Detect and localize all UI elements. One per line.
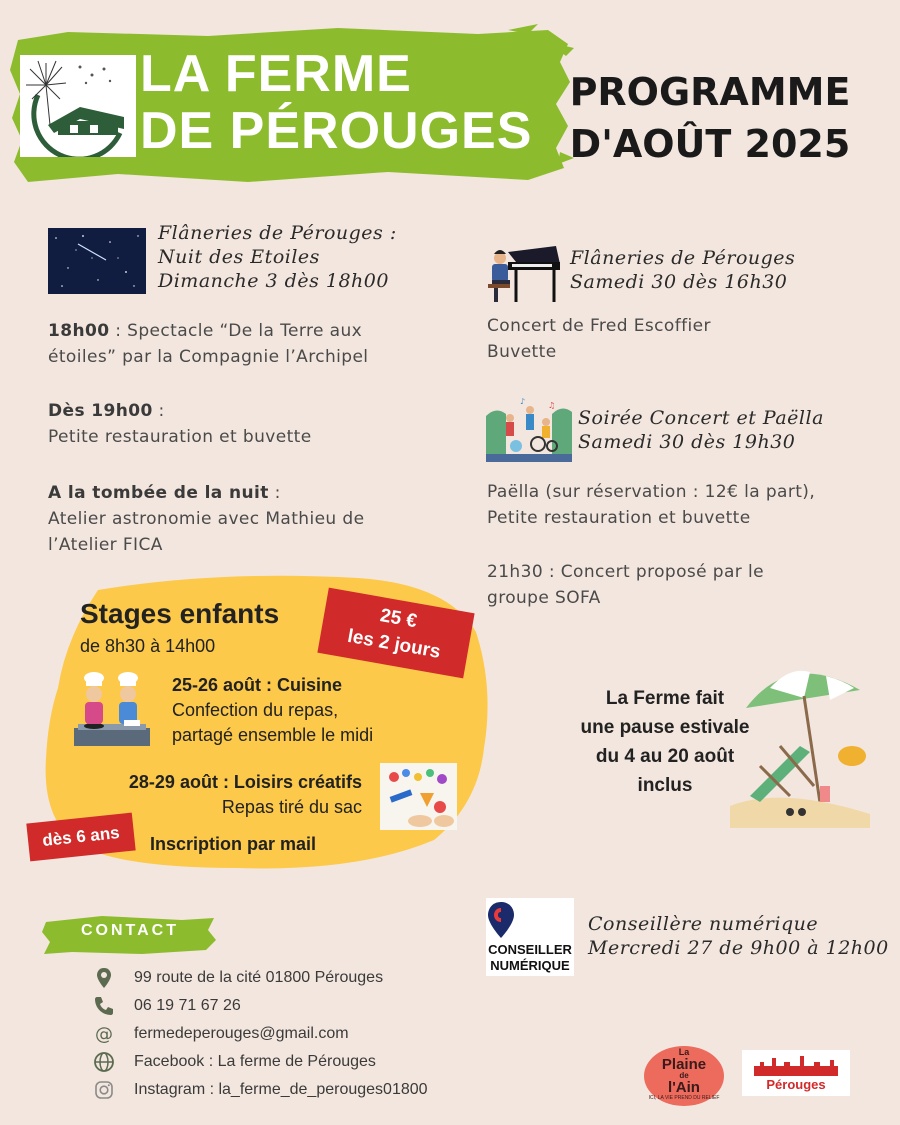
- astronomie-text-b: l’Atelier FICA: [48, 535, 163, 555]
- cuisine-title: 25-26 août : Cuisine: [172, 675, 343, 695]
- globe-icon: [92, 1050, 116, 1074]
- loisirs-line: Repas tiré du sac: [221, 797, 362, 817]
- right-event2-line-3: 21h30 : Concert proposé par le: [487, 562, 764, 582]
- right-event2-concert: [487, 559, 897, 611]
- beach-umbrella-illustration: [730, 656, 870, 828]
- right-event2-title-line-2: Samedi 30 dès 19h30: [578, 431, 796, 453]
- right-event2-title-line-1: Soirée Concert et Paëlla: [578, 407, 824, 429]
- conseiller-title-line-2: Mercredi 27 de 9h00 à 12h00: [588, 937, 889, 959]
- stages-title: Stages enfants: [80, 598, 280, 629]
- conseiller-logo-line-1: CONSEILLER: [488, 942, 572, 957]
- stage-loisirs: [102, 770, 362, 820]
- left-event-astronomie: [48, 480, 468, 558]
- right-event1-line-2: Buvette: [487, 342, 557, 362]
- left-event-spectacle: [48, 318, 468, 370]
- cuisine-line-2: partagé ensemble le midi: [172, 725, 374, 745]
- astronomie-text-a: Atelier astronomie avec Mathieu de: [48, 509, 365, 529]
- contact-label: CONTACT: [80, 922, 180, 939]
- kids-cooking-illustration: [72, 670, 152, 750]
- perouges-town-icon: [754, 1054, 838, 1076]
- right-event2-line-4: groupe SOFA: [487, 588, 601, 608]
- right-event2-title: [578, 406, 824, 454]
- contact-email[interactable]: fermedeperouges@gmail.com: [134, 1025, 349, 1042]
- conseiller-title: [588, 912, 889, 960]
- pause-line-2: une pause estivale: [580, 717, 750, 738]
- plaine-line-4: l'Ain: [668, 1079, 700, 1096]
- spectacle-time: 18h00: [48, 321, 110, 341]
- conseiller-logo-line-2: NUMÉRIQUE: [490, 958, 570, 973]
- plaine-de-lain-logo: [644, 1046, 724, 1106]
- left-event-title-line-1: Flâneries de Pérouges :: [158, 222, 397, 244]
- pause-line-3: du 4 au 20 août: [595, 746, 735, 767]
- restauration-sep: :: [152, 401, 165, 421]
- svg-text:♪: ♪: [520, 397, 526, 406]
- restauration-text: Petite restauration et buvette: [48, 427, 312, 447]
- contact-list: [0, 964, 520, 1114]
- restauration-time: Dès 19h00: [48, 401, 153, 421]
- left-event-title: [158, 221, 397, 293]
- farm-logo: [20, 55, 136, 157]
- band-concert-illustration: [486, 396, 572, 466]
- svg-text:♫: ♫: [548, 401, 556, 410]
- starry-sky-image: [48, 228, 146, 294]
- inscription-label: Inscription par mail: [150, 834, 317, 854]
- price-amount: 25 €: [378, 605, 419, 633]
- dandelion-farm-icon: [20, 55, 136, 157]
- spectacle-text-b: étoiles” par la Compagnie l’Archipel: [48, 347, 369, 367]
- contact-instagram[interactable]: Instagram : la_ferme_de_perouges01800: [134, 1081, 428, 1098]
- brand-title: [140, 46, 532, 160]
- left-event-title-line-3: Dimanche 3 dès 18h00: [158, 270, 389, 292]
- instagram-icon: [92, 1078, 116, 1102]
- brand-line-1: LA FERME: [140, 45, 412, 103]
- plaine-tagline: ICI, LA VIE PREND DU RELIEF: [648, 1095, 720, 1101]
- conseiller-title-line-1: Conseillère numérique: [588, 913, 819, 935]
- right-event2-line-2: Petite restauration et buvette: [487, 508, 751, 528]
- contact-phone[interactable]: 06 19 71 67 26: [134, 997, 241, 1014]
- pause-line-4: inclus: [637, 775, 693, 796]
- right-event1-line-1: Concert de Fred Escoffier: [487, 316, 711, 336]
- craft-supplies-image: [380, 763, 457, 830]
- contact-address[interactable]: 99 route de la cité 01800 Pérouges: [134, 969, 384, 986]
- brand-line-2: DE PÉROUGES: [140, 102, 533, 160]
- left-event-restauration: [48, 398, 468, 450]
- at-icon: [92, 1022, 116, 1046]
- plaine-line-1: La: [678, 1047, 690, 1057]
- price-duration: les 2 jours: [345, 625, 443, 663]
- plaine-line-2: Plaine: [661, 1056, 707, 1073]
- loisirs-title: 28-29 août : Loisirs créatifs: [128, 772, 362, 792]
- pause-line-1: La Ferme fait: [605, 688, 725, 709]
- contact-facebook[interactable]: Facebook : La ferme de Pérouges: [134, 1053, 376, 1070]
- right-event1-details: [487, 313, 887, 365]
- programme-line-2: D'AOÛT 2025: [569, 122, 851, 166]
- age-label: dès 6 ans: [26, 813, 135, 862]
- phone-icon: [92, 994, 116, 1018]
- right-event1-title-line-2: Samedi 30 dès 16h30: [570, 271, 788, 293]
- perouges-logo-text: Pérouges: [766, 1077, 826, 1092]
- conseiller-pin-icon: [486, 900, 516, 940]
- right-event1-title: [570, 246, 795, 294]
- right-event1-title-line-1: Flâneries de Pérouges: [570, 247, 796, 269]
- stage-cuisine: [172, 673, 373, 748]
- right-event2-details: [487, 479, 897, 531]
- spectacle-text-a: : Spectacle “De la Terre aux: [109, 321, 363, 341]
- programme-line-1: PROGRAMME: [569, 70, 851, 114]
- plaine-logo-text: [644, 1048, 724, 1102]
- astronomie-time: A la tombée de la nuit: [48, 483, 269, 503]
- svg-text:@: @: [95, 1024, 113, 1045]
- cuisine-line-1: Confection du repas,: [172, 700, 339, 720]
- programme-title: [560, 66, 860, 170]
- astronomie-sep: :: [268, 483, 281, 503]
- location-pin-icon: [92, 966, 116, 990]
- pianist-illustration: [486, 236, 562, 306]
- plaine-line-3: de: [679, 1071, 689, 1080]
- right-event2-line-1: Paëlla (sur réservation : 12€ la part),: [487, 482, 816, 502]
- left-event-title-line-2: Nuit des Etoiles: [158, 246, 320, 268]
- stages-hours: de 8h30 à 14h00: [80, 636, 216, 656]
- perouges-logo: [742, 1050, 850, 1096]
